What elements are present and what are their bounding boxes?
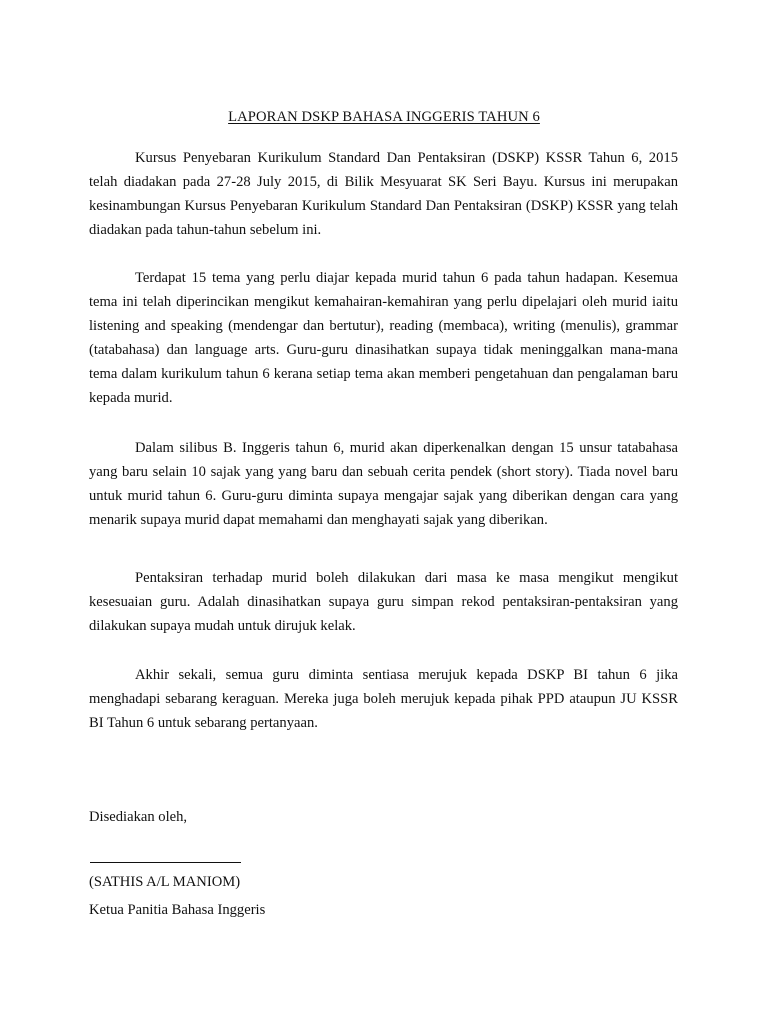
signatory-name: (SATHIS A/L MANIOM) — [89, 874, 241, 890]
signatory-position: Ketua Panitia Bahasa Inggeris — [89, 902, 266, 918]
document-title: LAPORAN DSKP BAHASA INGGERIS TAHUN 6 — [228, 109, 540, 125]
prepared-by-label: Disediakan oleh, — [89, 809, 188, 825]
signature-line — [90, 862, 241, 863]
paragraph-1: Kursus Penyebaran Kurikulum Standard Dan Pentaksiran (DSKP) KSSR Tahun 6, 2015 telah diadakan pada 27-28 July 2015, di Bilik Mesyuarat SK Seri Bayu. Kursus ini merupakan kesinambungan Kursus Penyebaran Kurikulum Standard Dan Pentaksiran (DSKP) KSSR yang telah diadakan pada tahun-tahun sebelum ini. — [89, 150, 678, 238]
paragraph-2: Terdapat 15 tema yang perlu diajar kepada murid tahun 6 pada tahun hadapan. Kesemua tema ini telah diperincikan mengikut kemahairan-kemahiran yang perlu dipelajari oleh murid iaitu listening and speaking (mendengar dan bertutur), reading (membaca), writing (menulis), grammar (tatabahasa) dan language arts. Guru-guru dinasihatkan supaya tidak meninggalkan mana-mana tema dalam kurikulum tahun 6 kerana setiap tema akan memberi pengetahuan dan pengalaman baru kepada murid. — [89, 270, 678, 406]
paragraph-4: Pentaksiran terhadap murid boleh dilakukan dari masa ke masa mengikut mengikut kesesuaian guru. Adalah dinasihatkan supaya guru simpan rekod pentaksiran-pentaksiran yang dilakukan supaya mudah untuk dirujuk kelak. — [89, 570, 678, 634]
paragraph-5: Akhir sekali, semua guru diminta sentiasa merujuk kepada DSKP BI tahun 6 jika menghadapi sebarang keraguan. Mereka juga boleh merujuk kepada pihak PPD ataupun JU KSSR BI Tahun 6 untuk sebarang pertanyaan. — [89, 667, 678, 731]
paragraph-3: Dalam silibus B. Inggeris tahun 6, murid akan diperkenalkan dengan 15 unsur tatabahasa yang baru selain 10 sajak yang yang baru dan sebuah cerita pendek (short story). Tiada novel baru untuk murid tahun 6. Guru-guru diminta supaya mengajar sajak yang diberikan dengan cara yang menarik supaya murid dapat memahami dan menghayati sajak yang diberikan. — [89, 440, 678, 528]
